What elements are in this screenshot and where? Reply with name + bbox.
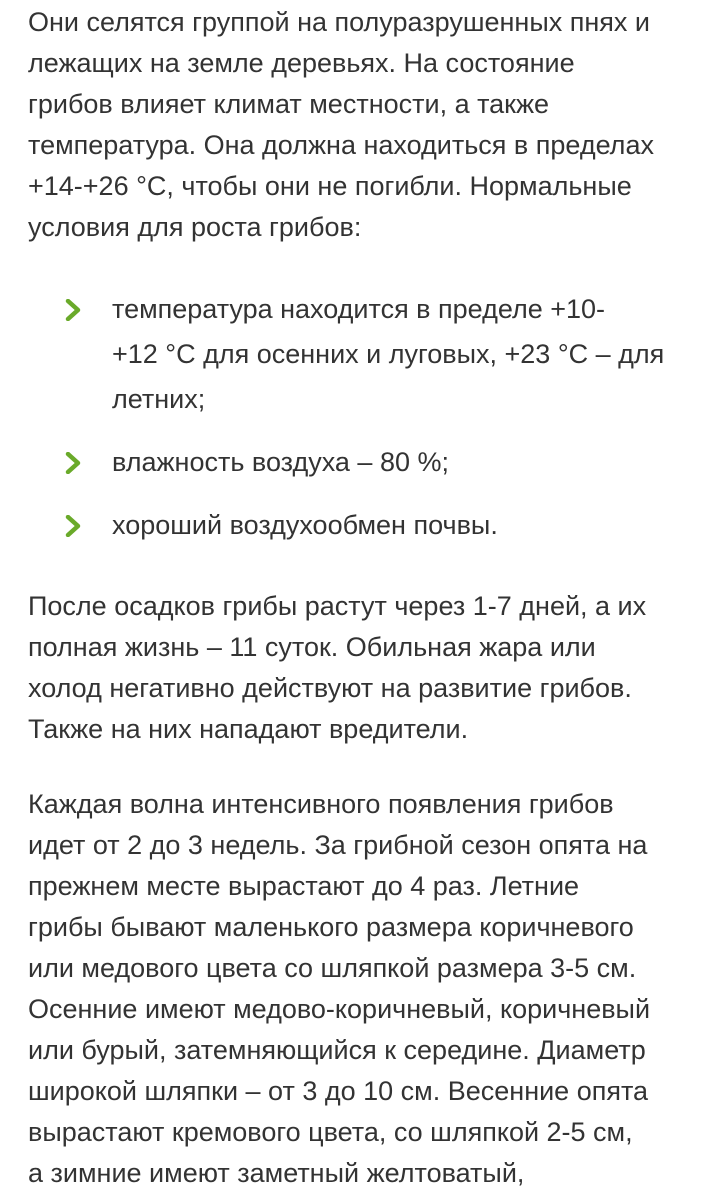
text-line: идет от 2 до 3 недель. За грибной сезон опята на [28, 830, 648, 860]
list-item-text: хороший воздухообмен почвы. [112, 510, 498, 540]
text-line: широкой шляпки – от 3 до 10 см. Весенние опята [28, 1076, 649, 1106]
text-line: После осадков грибы растут через 1-7 дней, а их [28, 591, 647, 621]
list-item-text: температура находится в пределе +10- [112, 294, 606, 324]
text-line: лежащих на земле деревьях. На состояние [28, 48, 575, 78]
text-line: +14-+26 °С, чтобы они не погибли. Нормальные [28, 171, 632, 201]
text-line: Также на них нападают вредители. [28, 714, 469, 744]
text-line: а зимние имеют заметный желтоватый, [28, 1158, 525, 1188]
list-item-text: влажность воздуха – 80 %; [112, 447, 449, 477]
text-line: прежнем месте вырастают до 4 раз. Летние [28, 871, 580, 901]
chevron-right-icon [62, 452, 84, 474]
list-item-text: летних; [112, 384, 206, 414]
growth-conditions-list [28, 287, 708, 548]
text-line: Они селятся группой на полуразрушенных пнях и [28, 7, 650, 37]
list-item [28, 503, 708, 548]
text-line: грибы бывают маленького размера коричневого [28, 912, 634, 942]
text-line: холод негативно действуют на развитие грибов. [28, 673, 632, 703]
list-item [28, 287, 708, 422]
text-line: грибов влияет климат местности, а также [28, 89, 550, 119]
text-line: температура. Она должна находиться в пределах [28, 130, 654, 160]
paragraph-seasons [28, 784, 650, 1194]
list-item [28, 440, 708, 485]
text-line: или медового цвета со шляпкой размера 3-5 см. [28, 953, 637, 983]
chevron-right-icon [62, 515, 84, 537]
list-item-text: +12 °С для осенних и луговых, +23 °С – для [112, 339, 665, 369]
text-line: условия для роста грибов: [28, 212, 362, 242]
text-line: Каждая волна интенсивного появления грибов [28, 789, 614, 819]
text-line: полная жизнь – 11 суток. Обильная жара или [28, 632, 596, 662]
text-line: или бурый, затемняющийся к середине. Диаметр [28, 1035, 646, 1065]
text-line: вырастают кремового цвета, со шляпкой 2-5 см, [28, 1117, 633, 1147]
paragraph-growth [28, 586, 646, 750]
chevron-right-icon [62, 299, 84, 321]
text-line: Осенние имеют медово-коричневый, коричневый [28, 994, 651, 1024]
paragraph-habitat [28, 2, 654, 248]
